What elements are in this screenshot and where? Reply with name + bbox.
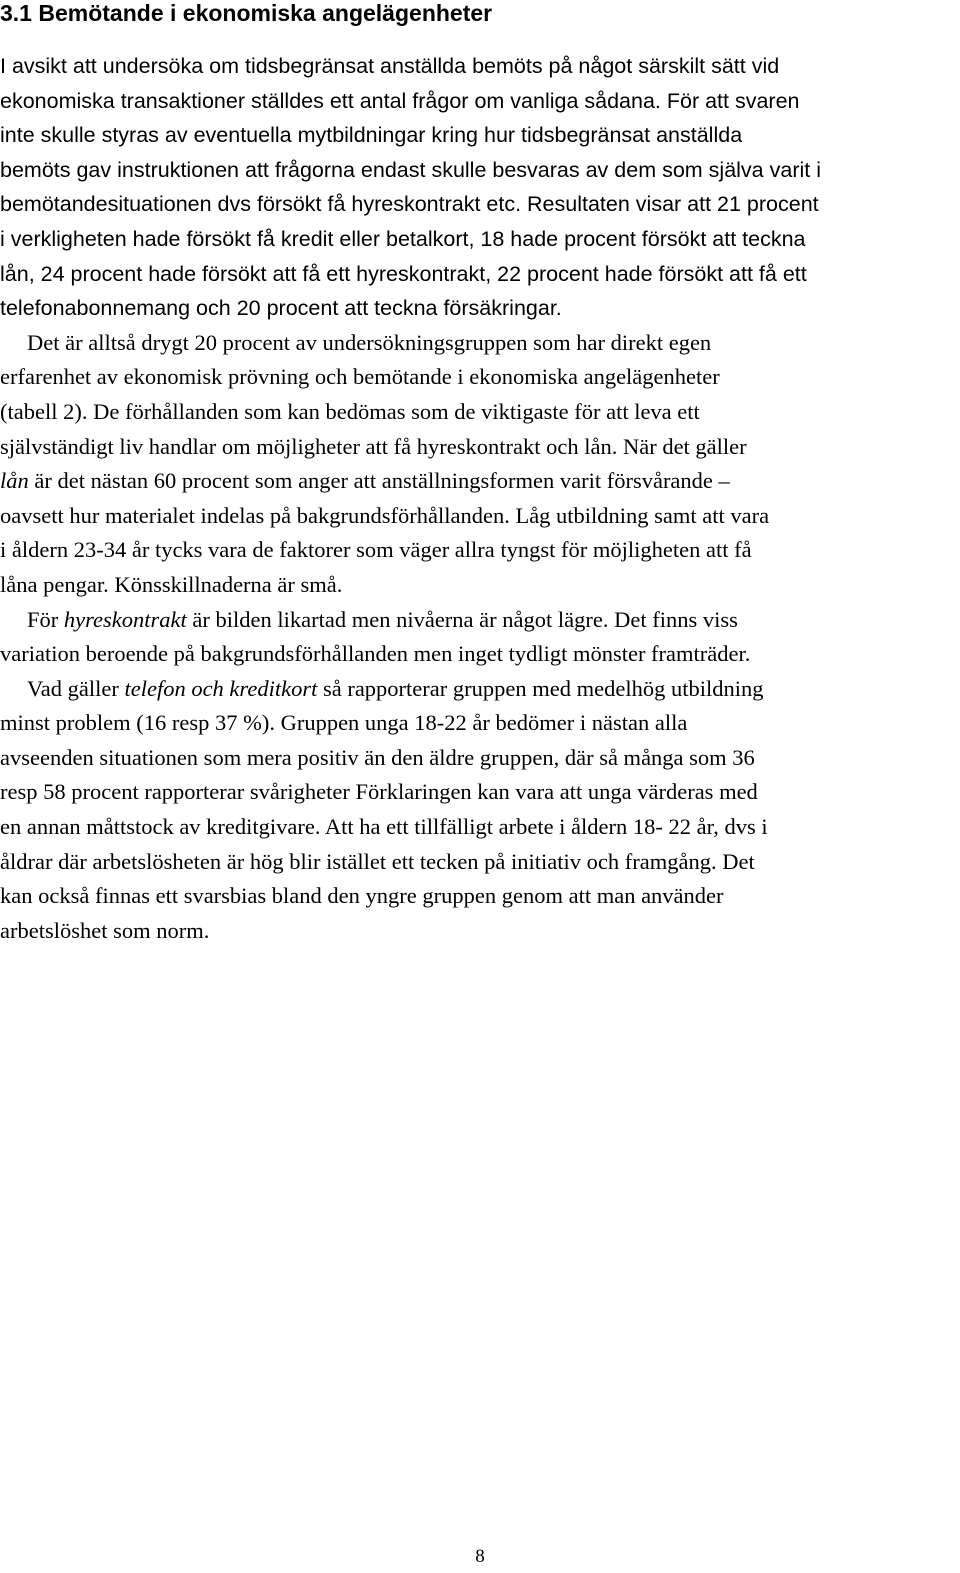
page-number: 8	[475, 1546, 485, 1567]
text-line: självständigt liv handlar om möjligheter att få hyreskontrakt och lån. När det gäller	[0, 433, 747, 459]
text-line: lån, 24 procent hade försökt att få ett hyreskontrakt, 22 procent hade försökt att få ett	[0, 261, 807, 286]
text-line: i åldern 23-34 år tycks vara de faktorer som väger allra tyngst för möjligheten att få	[0, 537, 752, 563]
text-line: ekonomiska transaktioner ställdes ett antal frågor om vanliga sådana. För att svaren	[0, 88, 800, 113]
text-line: en annan måttstock av kreditgivare. Att ha ett tillfälligt arbete i åldern 18- 22 år, dvs i	[0, 814, 768, 840]
text-line: bemötandesituationen dvs försökt få hyreskontrakt etc. Resultaten visar att 21 procent	[0, 192, 819, 217]
text-line: erfarenhet av ekonomisk prövning och bemötande i ekonomiska angelägenheter	[0, 364, 720, 390]
text-line: avseenden situationen som mera positiv än den äldre gruppen, där så många som 36	[0, 744, 755, 770]
text-line: Vad gäller telefon och kreditkort så rapporterar gruppen med medelhög utbildning	[27, 675, 764, 701]
text-line: För hyreskontrakt är bilden likartad men nivåerna är något lägre. Det finns viss	[27, 606, 738, 632]
body-text	[0, 49, 960, 948]
text-line: (tabell 2). De förhållanden som kan bedömas som de viktigaste för att leva ett	[0, 398, 700, 424]
text-line: minst problem (16 resp 37 %). Gruppen unga 18-22 år bedömer i nästan alla	[0, 710, 688, 736]
emphasis: hyreskontrakt	[63, 606, 187, 632]
text-line: i verkligheten hade försökt få kredit eller betalkort, 18 hade procent försökt att teckna	[0, 226, 806, 251]
text-line: arbetslöshet som norm.	[0, 917, 210, 943]
emphasis: lån	[0, 468, 29, 494]
emphasis: telefon och kreditkort	[124, 675, 318, 701]
text-line: låna pengar. Könsskillnaderna är små.	[0, 571, 343, 597]
text-line: variation beroende på bakgrundsförhållanden men inget tydligt mönster framträder.	[0, 641, 751, 667]
section-heading: 3.1 Bemötande i ekonomiska angelägenheter	[0, 0, 493, 26]
text-line: Det är alltså drygt 20 procent av undersökningsgruppen som har direkt egen	[27, 329, 712, 355]
text-line: resp 58 procent rapporterar svårigheter Förklaringen kan vara att unga värderas med	[0, 779, 758, 805]
text-line: oavsett hur materialet indelas på bakgrundsförhållanden. Låg utbildning samt att vara	[0, 502, 770, 528]
text-line: kan också finnas ett svarsbias bland den yngre gruppen genom att man använder	[0, 883, 724, 909]
text-line: lån är det nästan 60 procent som anger att anställningsformen varit försvårande –	[0, 468, 730, 494]
text-line: telefonabonnemang och 20 procent att teckna försäkringar.	[0, 296, 562, 321]
text-line: I avsikt att undersöka om tidsbegränsat anställda bemöts på något särskilt sätt vid	[0, 54, 780, 78]
text-line: åldrar där arbetslösheten är hög blir istället ett tecken på initiativ och framgång. Det	[0, 848, 755, 874]
text-line: inte skulle styras av eventuella mytbildningar kring hur tidsbegränsat anställda	[0, 123, 743, 148]
text-line: bemöts gav instruktionen att frågorna endast skulle besvaras av dem som själva varit i	[0, 157, 821, 182]
